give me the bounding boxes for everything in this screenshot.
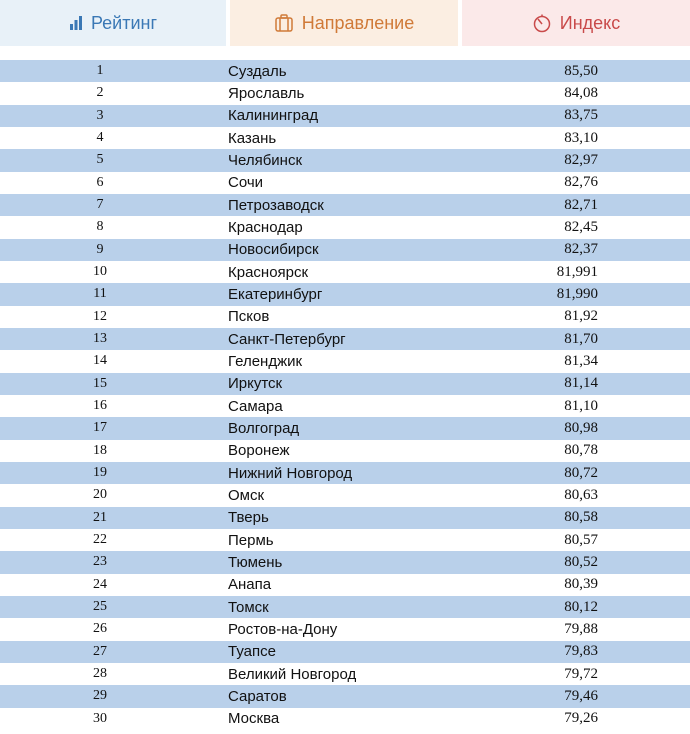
table-row — [0, 216, 690, 238]
rank-cell: 6 — [96, 174, 104, 190]
index-cell: 79,72 — [564, 665, 598, 682]
index-cell: 81,10 — [564, 397, 598, 414]
city-cell: Туапсе — [228, 643, 276, 661]
table-row — [0, 328, 690, 350]
table-row — [0, 149, 690, 171]
table-row — [0, 507, 690, 529]
city-cell: Казань — [228, 129, 277, 147]
city-cell: Красноярск — [228, 263, 309, 281]
city-cell: Пермь — [228, 531, 274, 549]
header-rank-label: Рейтинг — [90, 12, 158, 33]
index-cell: 82,71 — [564, 196, 598, 213]
rank-cell: 24 — [93, 576, 107, 592]
index-cell: 79,88 — [564, 620, 598, 637]
city-cell: Нижний Новгород — [228, 464, 353, 482]
rank-cell: 18 — [93, 442, 107, 458]
city-cell: Самара — [228, 397, 283, 415]
rank-cell: 25 — [93, 599, 107, 615]
header-rank[interactable] — [0, 0, 226, 46]
table-row — [0, 484, 690, 506]
city-cell: Воронеж — [228, 442, 290, 460]
table-row — [0, 708, 690, 730]
index-cell: 80,39 — [564, 576, 598, 593]
city-cell: Петрозаводск — [228, 196, 324, 214]
rank-cell: 27 — [93, 643, 107, 659]
rank-cell: 7 — [96, 197, 104, 213]
header-index[interactable] — [462, 0, 690, 46]
table-header — [0, 0, 690, 46]
rank-cell: 15 — [93, 375, 107, 391]
rank-cell: 2 — [96, 85, 104, 101]
rank-cell: 3 — [96, 107, 104, 123]
index-cell: 82,37 — [564, 241, 598, 258]
index-cell: 79,26 — [564, 710, 598, 727]
city-cell: Иркутск — [228, 375, 283, 393]
index-cell: 81,70 — [564, 330, 598, 347]
table-row — [0, 306, 690, 328]
rank-cell: 22 — [93, 532, 107, 548]
index-cell: 82,45 — [564, 218, 598, 235]
table-row — [0, 283, 690, 305]
stopwatch-icon — [532, 13, 552, 33]
index-cell: 80,12 — [564, 598, 598, 615]
suitcase-icon — [274, 13, 294, 33]
table-row — [0, 172, 690, 194]
table-row — [0, 350, 690, 372]
header-direction[interactable] — [230, 0, 458, 46]
city-cell: Москва — [228, 710, 280, 728]
rank-cell: 21 — [93, 509, 107, 525]
city-cell: Новосибирск — [228, 241, 319, 259]
table-row — [0, 261, 690, 283]
ranking-table — [0, 60, 690, 730]
index-cell: 81,14 — [564, 375, 598, 392]
city-cell: Сочи — [228, 174, 264, 192]
city-cell: Санкт-Петербург — [228, 330, 346, 348]
table-row — [0, 82, 690, 104]
table-row — [0, 618, 690, 640]
city-cell: Тверь — [228, 509, 269, 527]
index-cell: 79,46 — [564, 687, 598, 704]
table-row — [0, 462, 690, 484]
city-cell: Ростов-на-Дону — [228, 620, 338, 638]
city-cell: Суздаль — [228, 62, 287, 80]
table-row — [0, 596, 690, 618]
index-cell: 79,83 — [564, 643, 598, 660]
city-cell: Краснодар — [228, 218, 303, 236]
index-cell: 82,76 — [564, 174, 598, 191]
table-row — [0, 60, 690, 82]
rank-cell: 1 — [96, 63, 104, 79]
city-cell: Томск — [228, 598, 269, 616]
city-cell: Великий Новгород — [228, 665, 357, 683]
rank-cell: 19 — [93, 465, 107, 481]
table-row — [0, 373, 690, 395]
table-row — [0, 551, 690, 573]
rank-cell: 4 — [96, 130, 104, 146]
city-cell: Саратов — [228, 687, 287, 705]
rank-cell: 8 — [96, 219, 104, 235]
bar-chart-icon — [69, 16, 83, 30]
rank-cell: 28 — [93, 666, 107, 682]
rank-cell: 20 — [93, 487, 107, 503]
rank-cell: 10 — [93, 264, 107, 280]
city-cell: Челябинск — [228, 151, 303, 169]
index-cell: 80,98 — [564, 419, 598, 436]
table-row — [0, 641, 690, 663]
table-row — [0, 127, 690, 149]
index-cell: 81,92 — [564, 308, 598, 325]
index-cell: 85,50 — [564, 62, 598, 79]
city-cell: Калининград — [228, 107, 319, 125]
table-row — [0, 440, 690, 462]
index-cell: 80,58 — [564, 509, 598, 526]
rank-cell: 29 — [93, 688, 107, 704]
table-row — [0, 395, 690, 417]
city-cell: Екатеринбург — [228, 285, 323, 303]
city-cell: Ярославль — [228, 84, 305, 102]
table-row — [0, 417, 690, 439]
table-row — [0, 529, 690, 551]
index-cell: 80,78 — [564, 442, 598, 459]
city-cell: Волгоград — [228, 419, 300, 437]
rank-cell: 14 — [93, 353, 107, 369]
table-row — [0, 574, 690, 596]
rank-cell: 30 — [93, 710, 107, 726]
city-cell: Псков — [228, 308, 270, 326]
index-cell: 80,52 — [564, 553, 598, 570]
rank-cell: 5 — [96, 152, 104, 168]
city-cell: Геленджик — [228, 352, 303, 370]
rank-cell: 23 — [93, 554, 107, 570]
rank-cell: 9 — [96, 241, 104, 257]
table-row — [0, 685, 690, 707]
index-cell: 83,75 — [564, 107, 598, 124]
index-cell: 80,72 — [564, 464, 598, 481]
rank-cell: 17 — [93, 420, 107, 436]
index-cell: 84,08 — [564, 84, 598, 101]
index-cell: 83,10 — [564, 129, 598, 146]
index-cell: 82,97 — [564, 151, 598, 168]
rank-cell: 12 — [93, 308, 107, 324]
table-row — [0, 239, 690, 261]
table-row — [0, 663, 690, 685]
index-cell: 80,63 — [564, 486, 598, 503]
index-cell: 81,991 — [556, 263, 598, 280]
index-cell: 80,57 — [564, 531, 598, 548]
table-row — [0, 194, 690, 216]
rank-cell: 11 — [93, 286, 107, 302]
city-cell: Тюмень — [228, 553, 283, 571]
city-cell: Анапа — [228, 576, 272, 594]
header-direction-label: Направление — [301, 12, 415, 33]
rank-cell: 16 — [93, 398, 107, 414]
rank-cell: 26 — [93, 621, 107, 637]
header-index-label: Индекс — [559, 12, 621, 33]
city-cell: Омск — [228, 486, 265, 504]
index-cell: 81,990 — [556, 285, 598, 302]
index-cell: 81,34 — [564, 352, 598, 369]
table-row — [0, 105, 690, 127]
rank-cell: 13 — [93, 331, 107, 347]
